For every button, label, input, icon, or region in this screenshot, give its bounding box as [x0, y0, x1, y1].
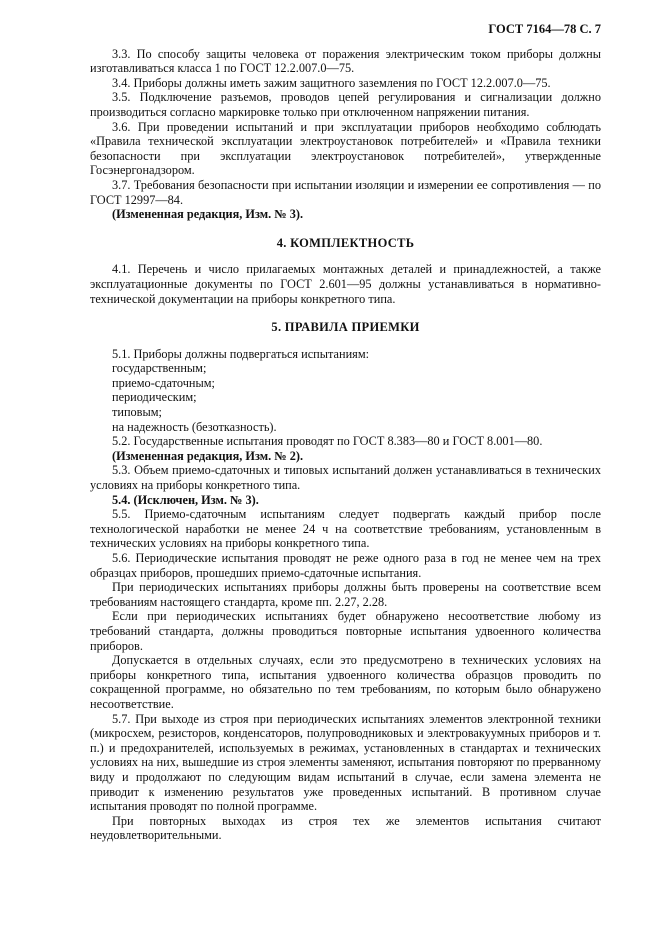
section-4-title: 4. КОМПЛЕКТНОСТЬ	[276, 235, 415, 250]
amendment-note: (Измененная редакция, Изм. № 3).	[112, 207, 304, 222]
para-3-6: 3.6. При проведении испытаний и при эксплуатации приборов необходимо соблюдать «Правила технической эксплуатации электроустановок потребителей» и «Правила техники безопасности при эксплуатации электроустановок потребителей», утвержденные Госэнергонадзором.	[90, 119, 601, 178]
para-3-5: 3.5. Подключение разъемов, проводов цепей регулирования и сигнализации должно производиться согласно маркировке только при отключенном напряжении питания.	[90, 90, 601, 119]
section-5-title: 5. ПРАВИЛА ПРИЕМКИ	[271, 320, 420, 335]
list-item: приемо-сдаточным;	[112, 375, 215, 390]
para-5-3: 5.3. Объем приемо-сдаточных и типовых испытаний должен устанавливаться в технических условиях на приборы конкретного типа.	[90, 463, 601, 493]
para-5-6: 5.6. Периодические испытания проводят не реже одного раза в год не менее чем на трех образцах приборов, прошедших приемо-сдаточные испытания.	[90, 551, 601, 580]
list-item: государственным;	[112, 361, 207, 376]
para-5-6-d: Допускается в отдельных случаях, если это предусмотрено в технических условиях на приборы конкретного типа, испытания удвоенного количества образцов проводить по сокращенной программе, но обязательно по тем требованиям, по которым было обнаружено несоответствие.	[90, 653, 601, 711]
para-5-4: 5.4. (Исключен, Изм. № 3).	[112, 492, 259, 507]
para-5-7: 5.7. При выходе из строя при периодических испытаниях элементов электронной техники (микросхем, резисторов, конденсаторов, полупроводниковых и электровакуумных приборов и т. п.) и предохранителей, используемых в режимах, установленных в стандартах и технических условиях на них, вышедшие из строя элементы заменяют, испытания повторяют по прерванному виду и продолжают по следующим видам испытаний в случае, если замена элемента не приводит к изменению результатов уже проведенных испытаний. В противном случае испытания проводят по полной программе.	[90, 711, 601, 814]
document-page	[90, 22, 601, 843]
page-header: ГОСТ 7164—78 С. 7	[488, 22, 601, 36]
list-item: на надежность (безотказность).	[112, 419, 277, 434]
test-types-list	[90, 361, 601, 434]
para-5-6-b: При периодических испытаниях приборы должны быть проверены на соответствие всем требованиям настоящего стандарта, кроме пп. 2.27, 2.28.	[90, 580, 601, 609]
list-item: типовым;	[112, 405, 162, 420]
para-5-7-b: При повторных выходах из строя тех же элементов испытания считают неудовлетворительными.	[90, 813, 601, 843]
para-3-7: 3.7. Требования безопасности при испытании изоляции и измерении ее сопротивления — по ГОСТ 12997—84.	[90, 177, 601, 207]
para-3-4: 3.4. Приборы должны иметь зажим защитного заземления по ГОСТ 12.2.007.0—75.	[112, 75, 551, 90]
para-5-2: 5.2. Государственные испытания проводят по ГОСТ 8.383—80 и ГОСТ 8.001—80.	[112, 434, 543, 449]
list-item: периодическим;	[112, 390, 197, 405]
para-3-3: 3.3. По способу защиты человека от поражения электрическим током приборы должны изготавливаться класса 1 по ГОСТ 12.2.007.0—75.	[90, 46, 601, 76]
amendment-note: (Измененная редакция, Изм. № 2).	[112, 448, 304, 463]
para-4-1: 4.1. Перечень и число прилагаемых монтажных деталей и принадлежностей, а также эксплуатационные документы по ГОСТ 2.601—95 должны устанавливаться в нормативно-технической документации на приборы конкретного типа.	[90, 262, 601, 306]
para-5-5: 5.5. Приемо-сдаточным испытаниям следует подвергать каждый прибор после технологической наработки не менее 24 ч на соответствие требованиям, установленным в технических условиях на приборы конкретного типа.	[90, 507, 601, 551]
para-5-6-c: Если при периодических испытаниях будет обнаружено несоответствие любому из требований стандарта, должны проводиться повторные испытания удвоенного количества приборов.	[90, 609, 601, 653]
para-5-1: 5.1. Приборы должны подвергаться испытаниям:	[112, 346, 370, 361]
